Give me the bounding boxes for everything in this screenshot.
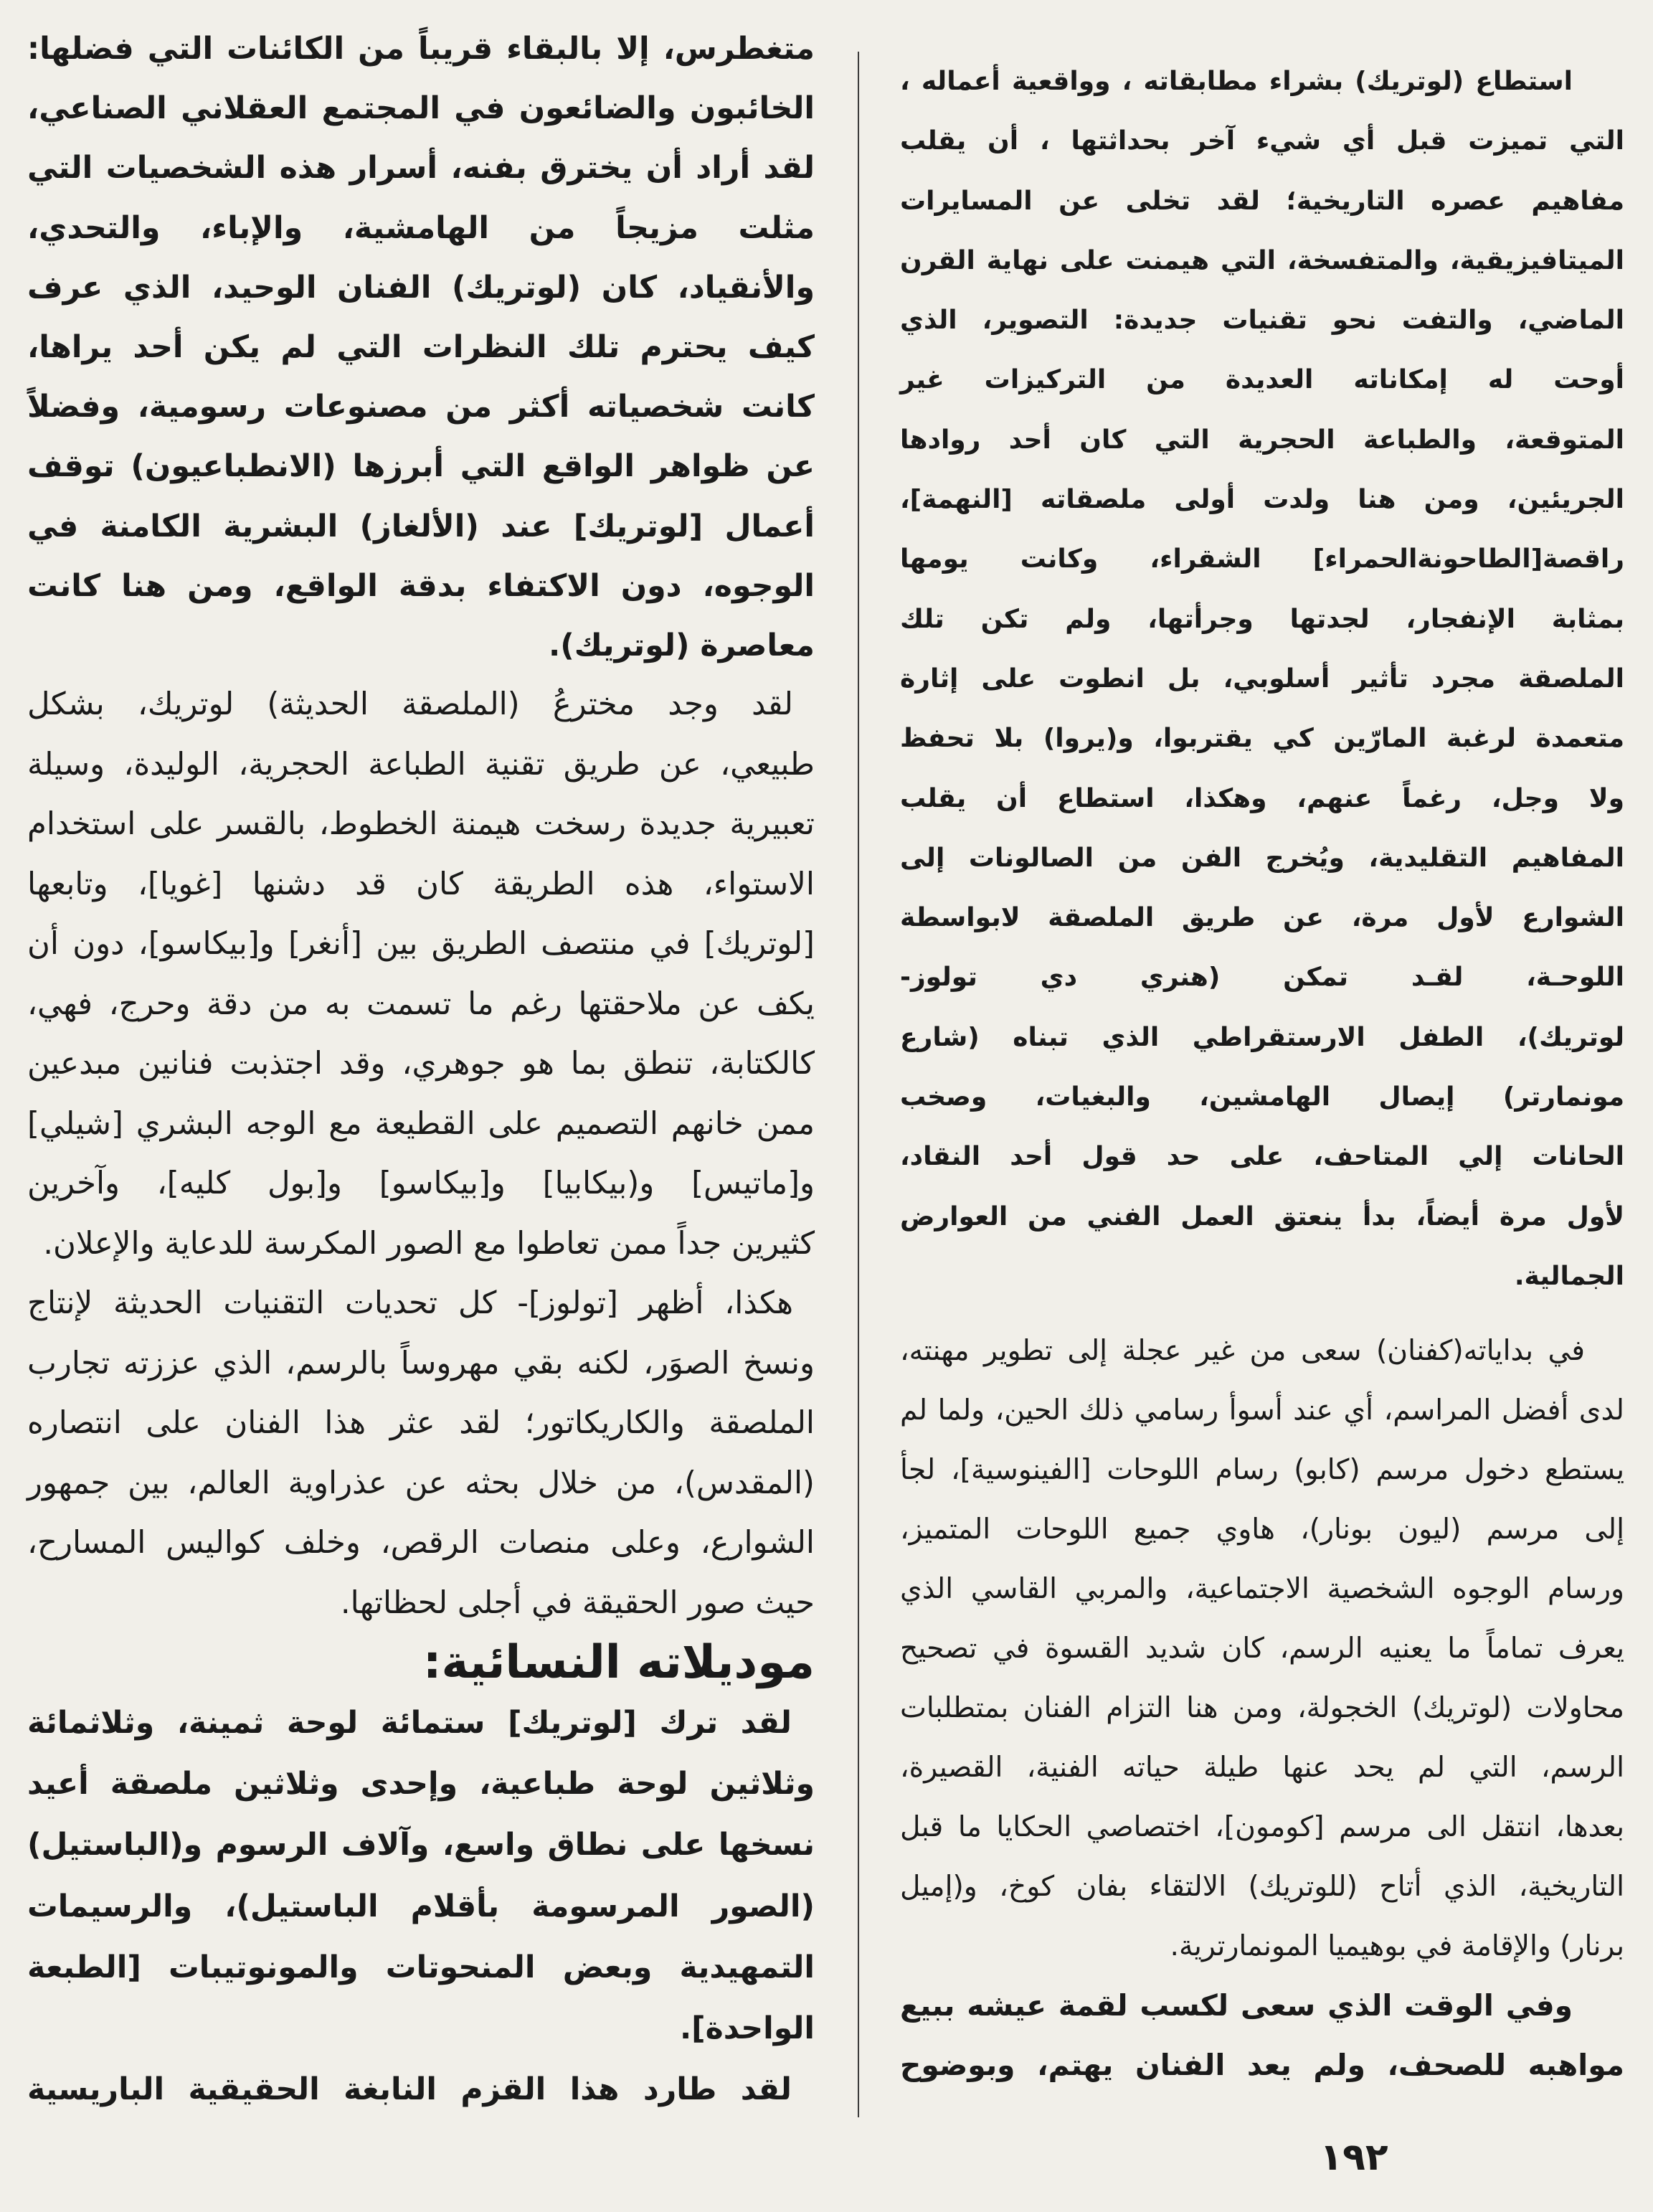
text-line (900, 828, 1624, 888)
text-line-content: حيث صور الحقيقة في أجلى لحظاتها. (340, 1584, 815, 1621)
text-line (900, 1678, 1624, 1738)
text-line (900, 888, 1624, 947)
right-column-bold-intro (900, 52, 1624, 1306)
text-line (27, 138, 815, 198)
text-line-content: الوجوه، دون الاكتفاء بدقة الواقع، ومن هنا كانت (27, 567, 815, 604)
text-line-content: ورسام الوجوه الشخصية الاجتماعية، والمربي القاسي الذي (900, 1573, 1624, 1605)
text-line-content: يستطع دخول مرسم (كابو) رسام اللوحات [الفينوسية]، لجأ (900, 1454, 1624, 1486)
text-line (900, 470, 1624, 529)
text-line (900, 1738, 1624, 1797)
text-line-content: الشوارع، وعلى منصات الرقص، وخلف كواليس المسارح، (27, 1525, 815, 1561)
text-line-content: لدى أفضل المراسم، أي عند أسوأ رسامي ذلك الحين، ولما لم (900, 1394, 1624, 1427)
text-line-content: (المقدس)، من خلال بحثه عن عذراوية العالم، بين جمهور (27, 1465, 815, 1501)
text-line (900, 1857, 1624, 1916)
text-line-content: يعرف تماماً ما يعنيه الرسم، كان شديد القسوة في تصحيح (900, 1632, 1624, 1665)
text-line-content: لأول مرة أيضاً، بدأ ينعتق العمل الفني من العوارض (900, 1201, 1624, 1232)
text-line-content: الخائبون والضائعون في المجتمع العقلاني الصناعي، (27, 90, 815, 127)
text-line-content: يكف عن ملاحقتها رغم ما تسمت به من دقة وحرج، فهي، (27, 986, 815, 1022)
text-line (900, 111, 1624, 171)
text-line (900, 1619, 1624, 1678)
text-line (27, 1693, 815, 1754)
text-line (27, 1394, 815, 1454)
column-divider (858, 52, 859, 2117)
text-line-content: التاريخية، الذي أتاح (للوتريك) الالتقاء بفان كوخ، و(إميل (900, 1871, 1624, 1903)
text-line (900, 1916, 1624, 1976)
text-line (27, 1998, 815, 2059)
text-line-content: الرسم، التي لم يحد عنها طيلة حياته الفنية، القصيرة، (900, 1752, 1624, 1784)
text-line-content: الواحدة]. (680, 2010, 815, 2046)
text-line-content: تعبيرية جديدة رسخت هيمنة الخطوط، بالقسر على استخدام (27, 806, 815, 842)
text-line-content: ونسخ الصوَر، لكنه بقي مهروساً بالرسم، الذي عززته تجارب (27, 1345, 815, 1381)
section-heading: موديلاته النسائية: (422, 1636, 815, 1689)
text-line-content: [لوتريك] في منتصف الطريق بين [أنغر] و[بيكاسو]، دون أن (27, 926, 815, 962)
text-line (900, 1127, 1624, 1186)
text-line-content: الماضي، والتفت نحو تقنيات جديدة: التصوير، الذي (900, 306, 1624, 336)
text-line (900, 1559, 1624, 1619)
text-line-content: كالكتابة، تنطق بما هو جوهري، وقد اجتذبت فنانين مبدعين (27, 1046, 815, 1082)
text-line (900, 1247, 1624, 1306)
text-line (27, 2059, 815, 2120)
text-line-content: هكذا، أظهر [تولوز]- كل تحديات التقنيات الحديثة لإنتاج (27, 1285, 793, 1321)
text-line-content: ممن خانهم التصميم على القطيعة مع الوجه البشري [شيلي] (27, 1105, 815, 1142)
text-line (900, 52, 1624, 111)
text-line-content: الشوارع لأول مرة، عن طريق الملصقة لابواسطة (900, 903, 1624, 933)
text-line-content: مثلت مزيجاً من الهامشية، والإباء، والتحدي، (27, 209, 815, 246)
text-line (27, 1214, 815, 1275)
text-line (27, 914, 815, 975)
text-line (27, 79, 815, 138)
text-line-content: أوحت له إمكاناته العديدة من التركيزات غير (900, 365, 1624, 395)
text-line-content: لقد وجد مخترعُ (الملصقة الحديثة) لوتريك، بشكل (27, 686, 793, 722)
text-line-content: كثيرين جداً ممن تعاطوا مع الصور المكرسة للدعاية والإعلان. (43, 1225, 815, 1262)
text-line (27, 199, 815, 258)
text-line-content: بمثابة الإنفجار، لجدتها وجرأتها، ولم تكن تلك (900, 604, 1624, 634)
text-line-content: محاولات (لوتريك) الخجولة، ومن هنا التزام الفنان بمتطلبات (900, 1692, 1624, 1724)
text-line-content: طبيعي، عن طريق تقنية الطباعة الحجرية، الوليدة، وسيلة (27, 746, 815, 783)
text-line (27, 1334, 815, 1394)
text-line (900, 769, 1624, 828)
text-line-content: إلى مرسم (ليون بونار)، هاوي جميع اللوحات المتميز، (900, 1513, 1624, 1546)
text-line-content: مفاهيم عصره التاريخية؛ لقد تخلى عن المسايرات (900, 186, 1624, 216)
text-line-content: راقصة[الطاحونةالحمراء] الشقراء، وكانت يومها (900, 544, 1624, 575)
text-line (900, 350, 1624, 410)
text-line-content: (الصور المرسومة بأقلام الباستيل)، والرسيمات (27, 1888, 815, 1924)
text-line (27, 1815, 815, 1876)
text-line-content: الملصقة مجرد تأثير أسلوبي، بل انطوت على إثارة (900, 663, 1624, 694)
text-line (900, 2036, 1624, 2095)
text-line (27, 975, 815, 1035)
text-line (900, 1187, 1624, 1247)
text-line-content: التي تميزت قبل أي شيء آخر بحداثتها ، أن يقلب (900, 126, 1624, 156)
left-column-bold-intro (27, 19, 815, 676)
text-line-content: الميتافيزيقية، والمتفسخة، التي هيمنت على نهاية القرن (900, 245, 1624, 275)
text-line (900, 1321, 1624, 1381)
text-line-content: لقد طارد هذا القزم النابغة الحقيقية الباريسية (27, 2071, 792, 2108)
text-line (27, 1454, 815, 1514)
text-line (900, 649, 1624, 709)
text-line (27, 497, 815, 557)
right-column-bold-outro (900, 1976, 1624, 2095)
text-line-content: الحانات إلي المتاحف، على حد قول أحد النقاد، (900, 1142, 1624, 1172)
text-line (27, 1034, 815, 1095)
text-line-content: الاستواء، هذه الطريقة كان قد دشنها [غويا]، وتابعها (27, 866, 815, 902)
text-line-content: في بداياته(كفنان) سعى من غير عجلة إلى تطوير مهنته، (900, 1335, 1585, 1367)
text-line (27, 1154, 815, 1214)
text-line (27, 735, 815, 795)
text-line-content: متغطرس، إلا بالبقاء قريباً من الكائنات التي فضلها: (27, 31, 815, 67)
text-line-content: المفاهيم التقليدية، ويُخرج الفن من الصالونات إلى (900, 843, 1624, 873)
text-line-content: معاصرة (لوتريك). (549, 627, 815, 663)
text-line-content: بعدها، انتقل الى مرسم [كومون]، اختصاصي الحكايا ما قبل (900, 1811, 1624, 1843)
page-number: ١٩٢ (1320, 2136, 1388, 2179)
text-line (900, 1500, 1624, 1559)
text-line (27, 795, 815, 855)
text-line (27, 1574, 815, 1634)
text-line (27, 1274, 815, 1334)
text-line-content: كانت شخصياته أكثر من مصنوعات رسومية، وفضلاً (27, 389, 815, 425)
text-line (27, 1754, 815, 1815)
text-line (900, 709, 1624, 768)
text-line (27, 557, 815, 616)
text-line-content: مونمارتر) إيصال الهامشين، والبغيات، وصخب (900, 1082, 1624, 1112)
text-line (900, 171, 1624, 231)
text-line (27, 616, 815, 676)
text-line-content: ولا وجل، رغماً عنهم، وهكذا، استطاع أن يقلب (900, 783, 1624, 813)
text-line-content: عن ظواهر الواقع التي أبرزها (الانطباعيون) توقف (27, 448, 815, 485)
text-line-content: الملصقة والكاريكاتور؛ لقد عثر هذا الفنان على انتصاره (27, 1405, 815, 1441)
text-line (900, 1440, 1624, 1500)
text-line-content: متعمدة لرغبة المارّين كي يقتربوا، و(يروا) بلا تحفظ (900, 724, 1624, 754)
text-line-content: نسخها على نطاق واسع، وآلاف الرسوم و(الباستيل) (27, 1827, 815, 1863)
text-line (900, 1067, 1624, 1127)
text-line (900, 290, 1624, 350)
text-line-content: أعمال [لوتريك] عند (الألغاز) البشرية الكامنة في (27, 508, 815, 544)
text-line-content: التمهيدية وبعض المنحوتات والمونوتيبات [الطبعة (27, 1949, 815, 1985)
left-column-bold-section (27, 1693, 815, 2120)
text-line (27, 675, 815, 735)
text-line-content: وثلاثين لوحة طباعية، وإحدى وثلاثين ملصقة أعيد (27, 1766, 815, 1802)
text-line (900, 1976, 1624, 2036)
text-line-content: اللوحـة، لقـد تمكن (هنري دي تولوز- (900, 963, 1624, 993)
text-line (27, 1095, 815, 1155)
text-line-content: لوتريك)، الطفل الارستقراطي الذي تبناه (شارع (900, 1022, 1624, 1052)
text-line-content: والأنقياد، كان (لوتريك) الفنان الوحيد، الذي عرف (27, 269, 815, 306)
text-line-content: و[ماتيس] و(بيكابيا] و[بيكاسو] و[بول كليه]، وآخرين (27, 1166, 815, 1201)
text-line-content: المتوقعة، والطباعة الحجرية التي كان أحد روادها (900, 425, 1624, 455)
text-line (900, 1008, 1624, 1067)
text-line (27, 855, 815, 915)
text-line-content: استطاع (لوتريك) بشراء مطابقاته ، وواقعية أعماله ، (900, 67, 1573, 96)
text-line (27, 318, 815, 377)
text-line (900, 1381, 1624, 1440)
text-line (900, 1797, 1624, 1857)
text-line (900, 529, 1624, 589)
text-line-content: لقد أراد أن يخترق بفنه، أسرار هذه الشخصيات التي (27, 150, 815, 186)
text-line (27, 1513, 815, 1574)
text-line (900, 410, 1624, 470)
left-column-body (27, 675, 815, 1633)
right-column-body (900, 1321, 1624, 1976)
text-line (27, 1937, 815, 1998)
text-line (27, 19, 815, 79)
text-line (900, 231, 1624, 290)
text-line-content: مواهبه للصحف، ولم يعد الفنان يهتم، وبوضوح (900, 2048, 1624, 2082)
text-line (27, 437, 815, 496)
text-line-content: كيف يحترم تلك النظرات التي لم يكن أحد يراها، (27, 329, 815, 365)
text-line (27, 377, 815, 437)
text-line-content: الجمالية. (1514, 1261, 1624, 1291)
text-line-content: لقد ترك [لوتريك] ستمائة لوحة ثمينة، وثلاثمائة (27, 1705, 792, 1741)
text-line (900, 590, 1624, 649)
text-line-content: برنار) والإقامة في بوهيميا المونمارترية. (1170, 1930, 1624, 1962)
text-line (27, 1876, 815, 1937)
text-line (27, 258, 815, 318)
text-line (900, 947, 1624, 1007)
text-line-content: وفي الوقت الذي سعى لكسب لقمة عيشه ببيع (900, 1988, 1573, 2023)
text-line-content: الجريئين، ومن هنا ولدت أولى ملصقاته [النهمة]، (900, 485, 1624, 515)
